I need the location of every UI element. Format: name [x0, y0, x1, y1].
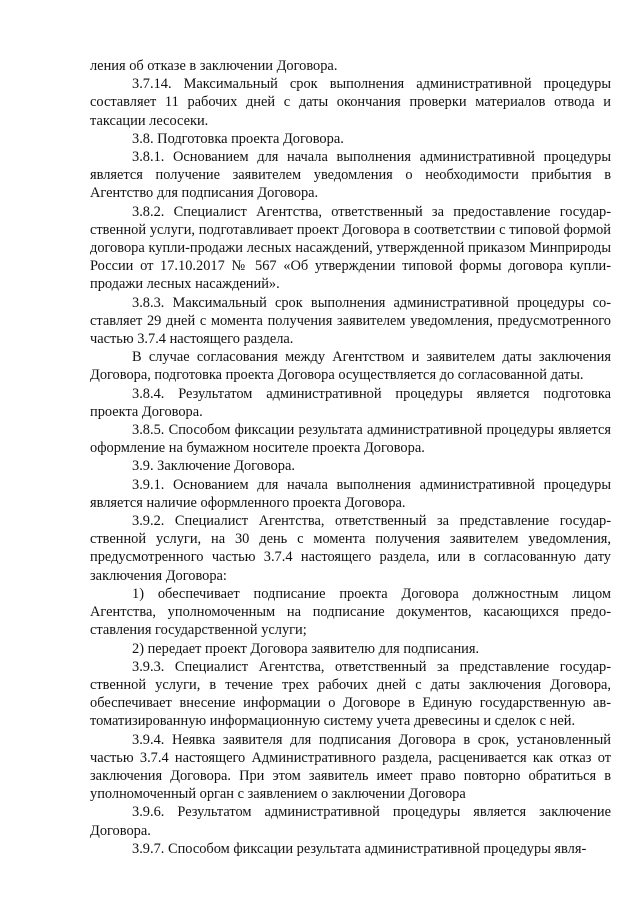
paragraph-3-8-5: 3.8.5. Способом фиксации результата административной процедуры является оформление на бумажном носителе проекта Договора.: [90, 422, 611, 457]
document-body: [90, 57, 611, 858]
list-item-2: 2) передает проект Договора заявителю для подписания.: [132, 640, 480, 657]
paragraph-3-9-4: 3.9.4. Неявка заявителя для подписания Договора в срок, установленный частью 3.7.4 настоящего Административного раздела, расценивается как отказ от заключения Договора. При этом заявитель имеет право повторно обратиться в уполномоченный орган с заявлением о заключении Договора: [90, 731, 611, 803]
paragraph-3-9-2: 3.9.2. Специалист Агентства, ответственный за представление государственной услуги, на 30 день с момента получения заявителем уведомления, предусмотренного частью 3.7.4 настоящего раздела, или в согласованную дату заключения Договора:: [90, 513, 611, 584]
section-heading-3-9: 3.9. Заключение Договора.: [132, 458, 295, 475]
paragraph-3-9-7: 3.9.7. Способом фиксации результата административной процедуры явля-: [132, 840, 587, 857]
paragraph-continuation: ления об отказе в заключении Договора.: [90, 58, 338, 74]
paragraph-3-9-6: 3.9.6. Результатом административной процедуры является заключение Договора.: [90, 804, 611, 839]
paragraph-3-8-1: 3.8.1. Основанием для начала выполнения административной процедуры является получение заявителем уведомления о необходимости прибытия в Агентство для подписания Договора.: [90, 149, 611, 202]
paragraph-3-9-1: 3.9.1. Основанием для начала выполнения административной процедуры является наличие оформленного проекта Договора.: [90, 476, 611, 511]
paragraph-3-7-14: 3.7.14. Максимальный срок выполнения административной процедуры составляет 11 рабочих дней с даты окончания проверки материалов отвода и таксации лесосеки.: [90, 76, 611, 129]
paragraph-agreement-date: В случае согласования между Агентством и заявителем даты заключения Договора, подготовка проекта Договора осуществляется до согласованной даты.: [90, 349, 611, 384]
paragraph-3-8-2: 3.8.2. Специалист Агентства, ответственный за предоставление государственной услуги, подготавливает проект Договора в соответствии с типовой формой договора купли-продажи лесных насаждений, утвержденной приказом Минприроды России от 17.10.2017 № 567 «Об утверждении типовой формы договора купли-продажи лесных насаждений».: [90, 203, 611, 293]
paragraph-3-8-3: 3.8.3. Максимальный срок выполнения административной процедуры составляет 29 дней с момента получения заявителем уведомления, предусмотренного частью 3.7.4 настоящего раздела.: [90, 294, 611, 348]
list-item-1: 1) обеспечивает подписание проекта Договора должностным лицом Агентства, уполномоченным на подписание документов, касающихся предоставления государственной услуги;: [90, 585, 611, 639]
paragraph-3-8-4: 3.8.4. Результатом административной процедуры является подготовка проекта Договора.: [90, 385, 611, 420]
section-heading-3-8: 3.8. Подготовка проекта Договора.: [132, 130, 344, 147]
paragraph-3-9-3: 3.9.3. Специалист Агентства, ответственный за представление государственной услуги, в течение трех рабочих дней с даты заключения Договора, обеспечивает внесение информации о Договоре в Единую государственную автоматизированную информационную систему учета древесины и сделок с ней.: [90, 658, 611, 730]
